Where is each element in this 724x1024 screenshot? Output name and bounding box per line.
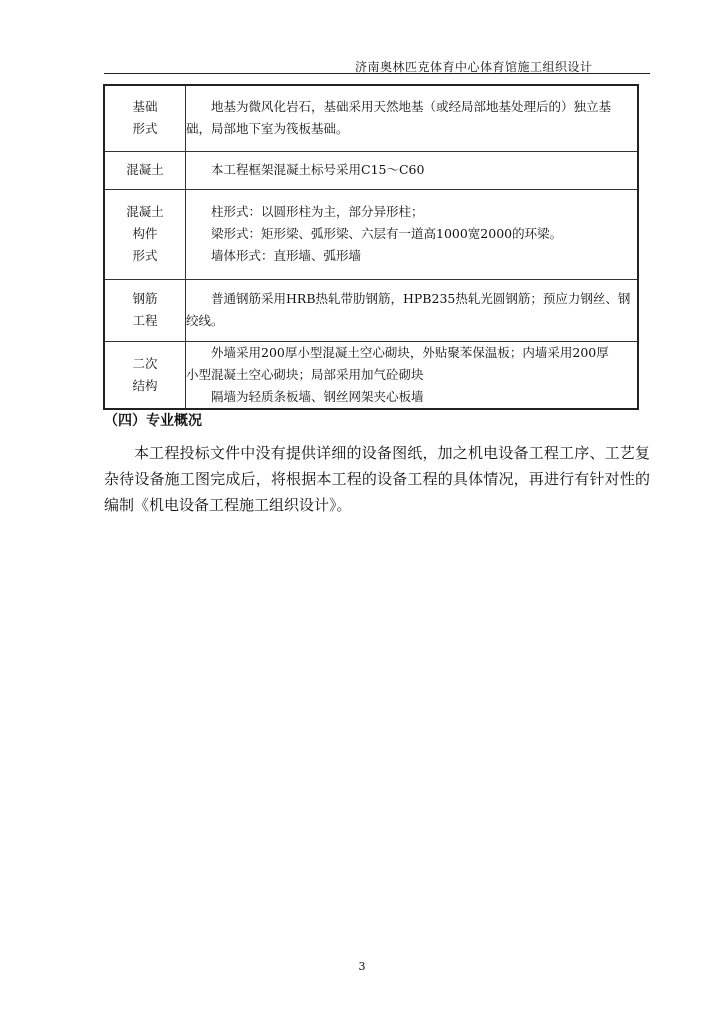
row-content: 本工程框架混凝土标号采用C15～C60: [186, 151, 639, 189]
row-content: 外墙采用200厚小型混凝土空心砌块，外贴聚苯保温板；内墙采用200厚 小型混凝土空心砌块；局部采用加气砼砌块 隔墙为轻质条板墙、钢丝网架夹心板墙: [186, 341, 639, 409]
table-row: [104, 189, 638, 279]
row-label: 混凝土 构件 形式: [104, 189, 186, 279]
row-label: 钢筋 工程: [104, 279, 186, 341]
row-label: 混凝土: [104, 151, 186, 189]
table-row: [104, 279, 638, 341]
row-content: 柱形式：以圆形柱为主，部分异形柱； 梁形式：矩形梁、弧形梁、六层有一道高1000宽2000的环梁。 墙体形式：直形墙、弧形墙: [186, 189, 639, 279]
structure-spec-table: [103, 84, 639, 410]
section-heading: （四）专业概况: [104, 413, 202, 429]
header-divider: [104, 73, 650, 74]
page-number: 3: [358, 960, 366, 973]
body-paragraph: 本工程投标文件中没有提供详细的设备图纸，加之机电设备工程工序、工艺复杂待设备施工图完成后，将根据本工程的设备工程的具体情况，再进行有针对性的编制《机电设备工程施工组织设计》。: [104, 444, 650, 514]
page-header-title: 济南奥林匹克体育中心体育馆施工组织设计: [355, 60, 593, 74]
row-content: 普通钢筋采用HRB热轧带肋钢筋，HPB235热轧光圆钢筋；预应力钢丝、钢 绞线。: [186, 279, 639, 341]
row-label: 基础 形式: [104, 85, 186, 151]
section-body: [104, 440, 650, 518]
table-row: [104, 341, 638, 409]
table-row: [104, 151, 638, 189]
row-content: 地基为微风化岩石，基础采用天然地基（或经局部地基处理后的）独立基 础，局部地下室为筏板基础。: [186, 85, 639, 151]
row-label: 二次 结构: [104, 341, 186, 409]
table-row: [104, 85, 638, 151]
